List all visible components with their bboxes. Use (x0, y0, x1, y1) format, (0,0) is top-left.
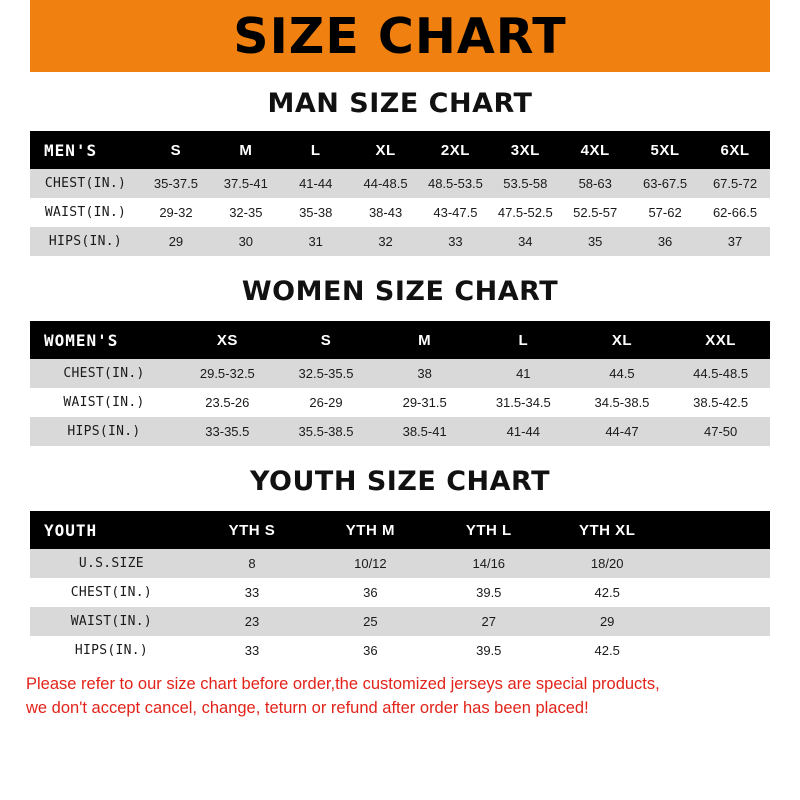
men-header-label: MEN'S (30, 131, 141, 169)
youth-waist-xl: 29 (548, 607, 666, 636)
men-chest-4xl: 58-63 (560, 169, 630, 198)
youth-chest-m: 36 (311, 578, 429, 607)
men-chest-xl: 44-48.5 (351, 169, 421, 198)
men-chest-2xl: 48.5-53.5 (421, 169, 491, 198)
men-header-xl: XL (351, 131, 421, 169)
women-header-s: S (277, 321, 376, 359)
men-waist-3xl: 47.5-52.5 (490, 198, 560, 227)
women-waist-xl: 34.5-38.5 (573, 388, 672, 417)
table-row (30, 578, 770, 607)
page-title: SIZE CHART (233, 7, 567, 65)
men-row-hips-label: HIPS(IN.) (30, 227, 141, 256)
table-row (30, 549, 770, 578)
table-header-row (30, 131, 770, 169)
women-waist-xxl: 38.5-42.5 (671, 388, 770, 417)
men-header-5xl: 5XL (630, 131, 700, 169)
youth-hips-m: 36 (311, 636, 429, 665)
footer-note-line-1: Please refer to our size chart before order,the customized jerseys are special products, (26, 675, 660, 693)
youth-ussize-l: 14/16 (430, 549, 548, 578)
men-waist-xl: 38-43 (351, 198, 421, 227)
women-chest-m: 38 (375, 359, 474, 388)
youth-ussize-spacer (666, 549, 770, 578)
women-row-hips-label: HIPS(IN.) (30, 417, 178, 446)
table-row (30, 198, 770, 227)
footer-note (0, 665, 800, 721)
women-section-title: WOMEN SIZE CHART (241, 276, 559, 307)
men-header-m: M (211, 131, 281, 169)
youth-row-waist-label: WAIST(IN.) (30, 607, 193, 636)
youth-header-s: YTH S (193, 511, 311, 549)
table-row (30, 388, 770, 417)
men-waist-s: 29-32 (141, 198, 211, 227)
table-row (30, 417, 770, 446)
men-chest-5xl: 63-67.5 (630, 169, 700, 198)
women-hips-xxl: 47-50 (671, 417, 770, 446)
women-header-label: WOMEN'S (30, 321, 178, 359)
men-hips-6xl: 37 (700, 227, 770, 256)
men-hips-5xl: 36 (630, 227, 700, 256)
youth-waist-m: 25 (311, 607, 429, 636)
men-waist-6xl: 62-66.5 (700, 198, 770, 227)
youth-header-xl: YTH XL (548, 511, 666, 549)
men-header-6xl: 6XL (700, 131, 770, 169)
men-waist-m: 32-35 (211, 198, 281, 227)
men-chest-s: 35-37.5 (141, 169, 211, 198)
youth-waist-l: 27 (430, 607, 548, 636)
youth-hips-l: 39.5 (430, 636, 548, 665)
men-header-2xl: 2XL (421, 131, 491, 169)
youth-header-m: YTH M (311, 511, 429, 549)
men-waist-5xl: 57-62 (630, 198, 700, 227)
youth-row-ussize-label: U.S.SIZE (30, 549, 193, 578)
table-header-row (30, 321, 770, 359)
women-chest-s: 32.5-35.5 (277, 359, 376, 388)
youth-ussize-s: 8 (193, 549, 311, 578)
table-row (30, 636, 770, 665)
women-hips-xl: 44-47 (573, 417, 672, 446)
youth-header-label: YOUTH (30, 511, 193, 549)
women-waist-m: 29-31.5 (375, 388, 474, 417)
men-header-s: S (141, 131, 211, 169)
table-row (30, 359, 770, 388)
women-waist-l: 31.5-34.5 (474, 388, 573, 417)
men-hips-s: 29 (141, 227, 211, 256)
youth-header-l: YTH L (430, 511, 548, 549)
women-chest-l: 41 (474, 359, 573, 388)
women-header-m: M (375, 321, 474, 359)
page-banner (0, 0, 800, 72)
youth-chest-l: 39.5 (430, 578, 548, 607)
men-waist-l: 35-38 (281, 198, 351, 227)
women-hips-m: 38.5-41 (375, 417, 474, 446)
women-size-chart (0, 321, 800, 446)
men-hips-2xl: 33 (421, 227, 491, 256)
women-row-chest-label: CHEST(IN.) (30, 359, 178, 388)
youth-hips-spacer (666, 636, 770, 665)
women-row-waist-label: WAIST(IN.) (30, 388, 178, 417)
men-row-waist-label: WAIST(IN.) (30, 198, 141, 227)
youth-header-spacer (666, 511, 770, 549)
youth-row-chest-label: CHEST(IN.) (30, 578, 193, 607)
women-hips-l: 41-44 (474, 417, 573, 446)
women-hips-xs: 33-35.5 (178, 417, 277, 446)
men-section-title: MAN SIZE CHART (267, 88, 533, 119)
men-waist-2xl: 43-47.5 (421, 198, 491, 227)
men-header-l: L (281, 131, 351, 169)
women-header-l: L (474, 321, 573, 359)
banner-left-edge (0, 0, 30, 72)
women-size-table (30, 321, 770, 446)
youth-size-table (30, 511, 770, 665)
men-row-chest-label: CHEST(IN.) (30, 169, 141, 198)
women-header-xs: XS (178, 321, 277, 359)
youth-waist-spacer (666, 607, 770, 636)
men-size-table (30, 131, 770, 256)
women-chest-xs: 29.5-32.5 (178, 359, 277, 388)
men-hips-4xl: 35 (560, 227, 630, 256)
youth-chest-xl: 42.5 (548, 578, 666, 607)
men-waist-4xl: 52.5-57 (560, 198, 630, 227)
men-chest-l: 41-44 (281, 169, 351, 198)
table-row (30, 607, 770, 636)
women-chest-xxl: 44.5-48.5 (671, 359, 770, 388)
youth-section-title: YOUTH SIZE CHART (249, 466, 551, 497)
footer-note-line-2: we don't accept cancel, change, teturn or refund after order has been placed! (26, 698, 589, 717)
men-chest-m: 37.5-41 (211, 169, 281, 198)
youth-hips-xl: 42.5 (548, 636, 666, 665)
men-hips-3xl: 34 (490, 227, 560, 256)
youth-ussize-xl: 18/20 (548, 549, 666, 578)
men-hips-m: 30 (211, 227, 281, 256)
men-header-3xl: 3XL (490, 131, 560, 169)
youth-ussize-m: 10/12 (311, 549, 429, 578)
women-chest-xl: 44.5 (573, 359, 672, 388)
youth-waist-s: 23 (193, 607, 311, 636)
table-header-row (30, 511, 770, 549)
women-header-xxl: XXL (671, 321, 770, 359)
youth-size-chart (0, 511, 800, 665)
men-chest-3xl: 53.5-58 (490, 169, 560, 198)
women-header-xl: XL (573, 321, 672, 359)
women-waist-s: 26-29 (277, 388, 376, 417)
youth-hips-s: 33 (193, 636, 311, 665)
youth-chest-spacer (666, 578, 770, 607)
youth-chest-s: 33 (193, 578, 311, 607)
youth-row-hips-label: HIPS(IN.) (30, 636, 193, 665)
table-row (30, 227, 770, 256)
table-row (30, 169, 770, 198)
women-hips-s: 35.5-38.5 (277, 417, 376, 446)
men-hips-l: 31 (281, 227, 351, 256)
men-chest-6xl: 67.5-72 (700, 169, 770, 198)
women-waist-xs: 23.5-26 (178, 388, 277, 417)
banner-right-edge (770, 0, 800, 72)
men-size-chart (0, 131, 800, 256)
men-hips-xl: 32 (351, 227, 421, 256)
men-header-4xl: 4XL (560, 131, 630, 169)
